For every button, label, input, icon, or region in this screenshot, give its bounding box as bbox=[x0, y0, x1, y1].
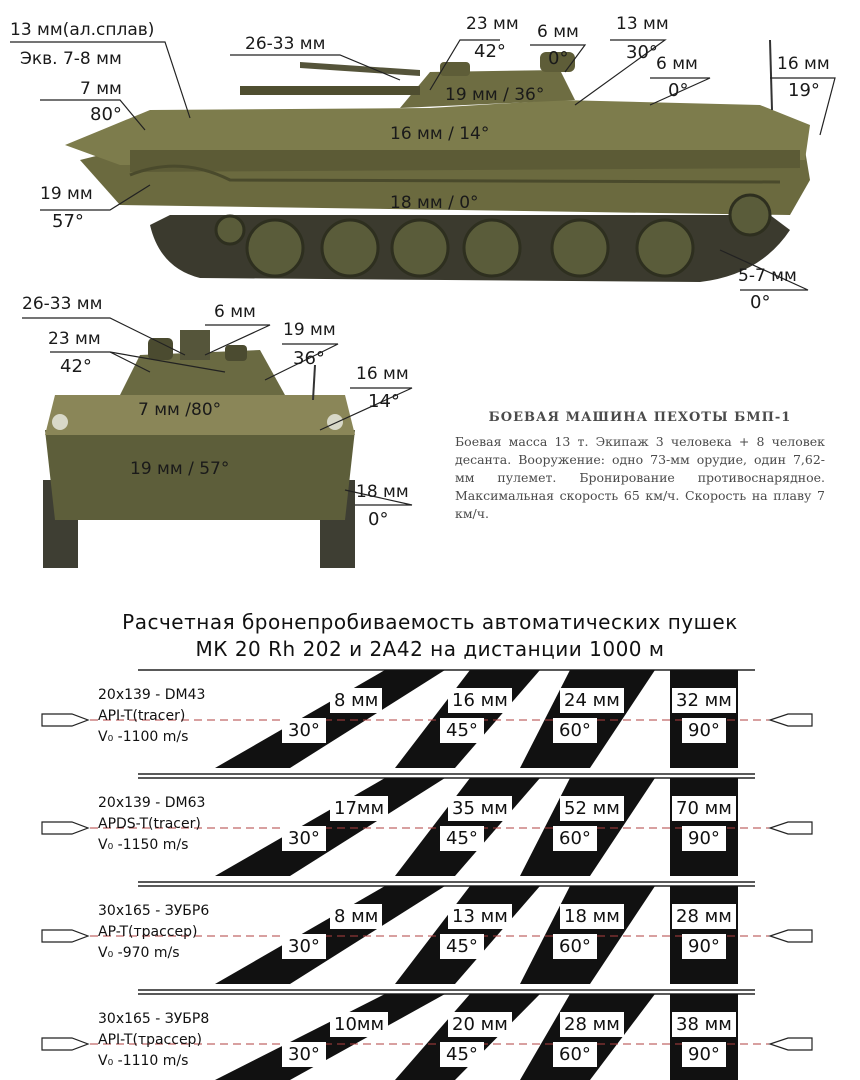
round-type: API-T(tracer) bbox=[98, 708, 186, 724]
projectile-right-icon bbox=[770, 930, 812, 942]
plate-angle-label: 30° bbox=[282, 934, 326, 959]
side-label-turret-front-angle: 42° bbox=[474, 41, 506, 62]
penetration-title-line2: МК 20 Rh 202 и 2А42 на дистанции 1000 м bbox=[195, 637, 665, 661]
round-label bbox=[98, 793, 205, 856]
side-label-turret-side: 19 мм / 36° bbox=[445, 85, 545, 105]
side-label-upper-front: 7 мм bbox=[80, 79, 122, 99]
penetration-title-line1: Расчетная бронепробиваемость автоматических пушек bbox=[122, 610, 738, 634]
side-label-lower-front: 19 мм bbox=[40, 184, 93, 204]
round-label bbox=[98, 685, 205, 748]
round-round: 30x165 - ЗУБР6 bbox=[98, 903, 210, 919]
plate-angle-label: 30° bbox=[282, 1042, 326, 1067]
plate-angle-label: 60° bbox=[553, 1042, 597, 1067]
penetration-value: 17мм bbox=[330, 796, 388, 821]
round-type: APDS-T(tracer) bbox=[98, 816, 201, 832]
vehicle-info-body: Боевая масса 13 т. Экипаж 3 человека + 8 человек десанта. Вооружение: одно 73-мм орудие, один 7,62-мм пулемет. Бронирование противоснарядное. Максимальная скорость 65 км/ч. Скорость на плаву 7 км/ч. bbox=[455, 434, 825, 521]
round-type: AP-T(трассер) bbox=[98, 924, 198, 940]
penetration-value: 20 мм bbox=[448, 1012, 512, 1037]
front-label-roof: 6 мм bbox=[214, 302, 256, 322]
round-velocity: V₀ -1100 m/s bbox=[98, 729, 189, 745]
side-label-roof-front: 13 мм(ал.сплав) bbox=[10, 20, 155, 40]
penetration-value: 13 мм bbox=[448, 904, 512, 929]
plate-angle-label: 90° bbox=[682, 934, 726, 959]
round-velocity: V₀ -1150 m/s bbox=[98, 837, 189, 853]
front-label-turret-side-angle: 36° bbox=[293, 348, 325, 369]
penetration-value: 10мм bbox=[330, 1012, 388, 1037]
penetration-value: 38 мм bbox=[672, 1012, 736, 1037]
plate-angle-label: 45° bbox=[440, 718, 484, 743]
side-label-hull-roof-angle: 0° bbox=[668, 80, 689, 101]
penetration-value: 8 мм bbox=[330, 904, 382, 929]
projectile-left-icon bbox=[42, 930, 88, 942]
front-label-lower-side-angle: 0° bbox=[368, 509, 389, 530]
front-label-turret-angle: 42° bbox=[60, 356, 92, 377]
side-label-bottom: 5-7 мм bbox=[738, 266, 797, 286]
side-label-hull-roof: 6 мм bbox=[656, 54, 698, 74]
side-label-bottom-angle: 0° bbox=[750, 292, 771, 313]
side-label-turret-front: 23 мм bbox=[466, 14, 519, 34]
projectile-left-icon bbox=[42, 1038, 88, 1050]
plate-angle-label: 60° bbox=[553, 934, 597, 959]
plate-angle-label: 45° bbox=[440, 1042, 484, 1067]
plate-angle-label: 90° bbox=[682, 1042, 726, 1067]
penetration-value: 32 мм bbox=[672, 688, 736, 713]
side-label-turret-roof-angle: 0° bbox=[548, 48, 569, 69]
front-label-side: 16 мм bbox=[356, 364, 409, 384]
plate-angle-label: 30° bbox=[282, 826, 326, 851]
plate-angle-label: 90° bbox=[682, 826, 726, 851]
side-label-rear-angle: 19° bbox=[788, 80, 820, 101]
side-label-upper-front-angle: 80° bbox=[90, 104, 122, 125]
side-label-turret-roof: 6 мм bbox=[537, 22, 579, 42]
side-label-rear: 16 мм bbox=[777, 54, 830, 74]
front-label-upper-plate: 7 мм /80° bbox=[138, 400, 222, 420]
side-label-lower-side: 18 мм / 0° bbox=[390, 193, 479, 213]
front-label-turret-side: 19 мм bbox=[283, 320, 336, 340]
plate-angle-label: 60° bbox=[553, 826, 597, 851]
plate-angle-label: 90° bbox=[682, 718, 726, 743]
projectile-right-icon bbox=[770, 714, 812, 726]
penetration-value: 18 мм bbox=[560, 904, 624, 929]
vehicle-info-title: БОЕВАЯ МАШИНА ПЕХОТЫ БМП-1 bbox=[488, 410, 792, 425]
penetration-value: 52 мм bbox=[560, 796, 624, 821]
side-label-turret-gun: 26-33 мм bbox=[245, 34, 326, 54]
side-label-rear-roof-angle: 30° bbox=[626, 42, 658, 63]
front-label-lower-plate: 19 мм / 57° bbox=[130, 459, 230, 479]
round-round: 30x165 - ЗУБР8 bbox=[98, 1011, 210, 1027]
round-round: 20x139 - DM63 bbox=[98, 795, 206, 811]
penetration-value: 28 мм bbox=[672, 904, 736, 929]
projectile-right-icon bbox=[770, 822, 812, 834]
side-label-equiv: Экв. 7-8 мм bbox=[20, 49, 122, 69]
projectile-left-icon bbox=[42, 714, 88, 726]
round-velocity: V₀ -970 m/s bbox=[98, 945, 180, 961]
round-round: 20x139 - DM43 bbox=[98, 687, 206, 703]
side-label-lower-front-angle: 57° bbox=[52, 211, 84, 232]
penetration-value: 28 мм bbox=[560, 1012, 624, 1037]
penetration-value: 24 мм bbox=[560, 688, 624, 713]
projectile-right-icon bbox=[770, 1038, 812, 1050]
round-velocity: V₀ -1110 m/s bbox=[98, 1053, 189, 1069]
side-label-rear-roof: 13 мм bbox=[616, 14, 669, 34]
round-type: API-T(трассер) bbox=[98, 1032, 202, 1048]
plate-angle-label: 45° bbox=[440, 826, 484, 851]
front-label-side-angle: 14° bbox=[368, 391, 400, 412]
plate-angle-label: 30° bbox=[282, 718, 326, 743]
penetration-value: 70 мм bbox=[672, 796, 736, 821]
plate-angle-label: 60° bbox=[553, 718, 597, 743]
round-label bbox=[98, 1009, 209, 1072]
round-label bbox=[98, 901, 209, 964]
front-label-turret: 23 мм bbox=[48, 329, 101, 349]
plate-angle-label: 45° bbox=[440, 934, 484, 959]
penetration-value: 8 мм bbox=[330, 688, 382, 713]
plate-90 bbox=[670, 994, 738, 1080]
front-label-gun: 26-33 мм bbox=[22, 294, 103, 314]
plate-60 bbox=[520, 994, 655, 1080]
penetration-value: 16 мм bbox=[448, 688, 512, 713]
front-label-lower-side: 18 мм bbox=[356, 482, 409, 502]
penetration-value: 35 мм bbox=[448, 796, 512, 821]
side-label-upper-side: 16 мм / 14° bbox=[390, 124, 490, 144]
projectile-left-icon bbox=[42, 822, 88, 834]
